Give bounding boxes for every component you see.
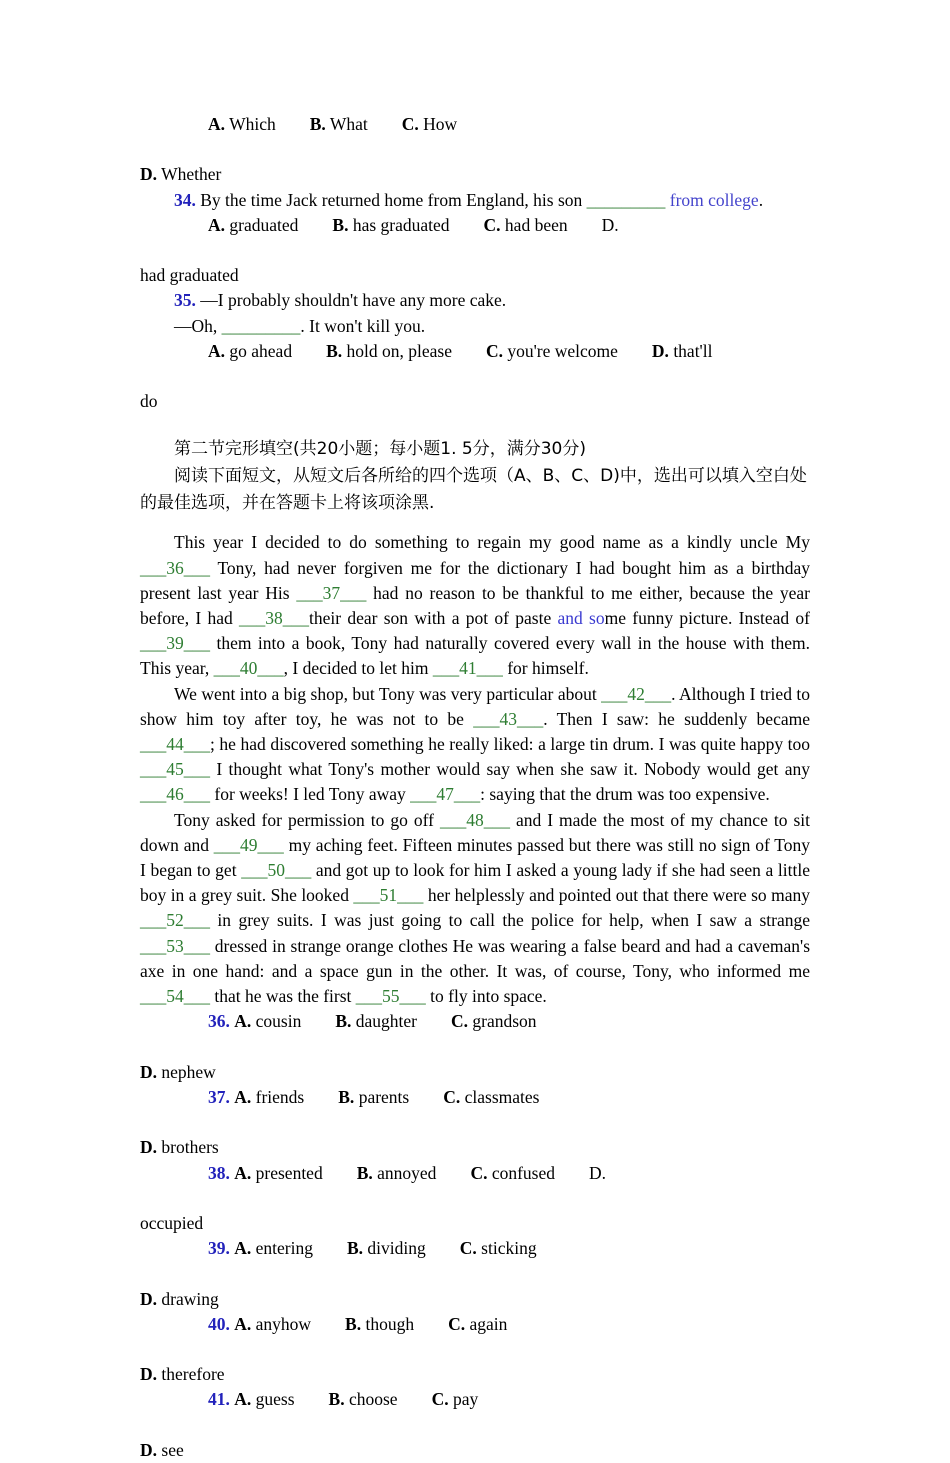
q36-option-c-text: grandson	[472, 1011, 537, 1032]
q41-option-d-letter: D.	[140, 1439, 158, 1460]
p2-seg5: I thought what Tony's mother would say when she saw it. Nobody would get any	[210, 759, 810, 780]
q40-option-a-letter: A.	[234, 1313, 252, 1334]
q36-option-a-letter: A.	[234, 1011, 252, 1032]
p3-seg4: and got up to look for him I asked a young lady if she had seen a little boy in a grey suit. She looked	[140, 860, 810, 906]
q36-option-d[interactable]	[140, 1060, 810, 1085]
p2-seg2: . Although I tried to show him toy after toy, he was not to be	[140, 683, 811, 729]
q34-stem-before: By the time Jack returned home from England, his son	[200, 189, 583, 210]
q36-option-c-letter: C.	[451, 1011, 469, 1032]
q37-number-and-option-a[interactable]	[174, 1085, 304, 1110]
q38-option-c[interactable]	[436, 1161, 555, 1186]
q37-option-d-text: brothers	[161, 1137, 219, 1158]
blank-49[interactable]: ___49___	[213, 834, 284, 855]
q40-option-b-letter: B.	[345, 1313, 362, 1334]
q33-option-d-text: Whether	[161, 164, 222, 185]
q40-option-b-text: though	[365, 1313, 415, 1334]
blank-42[interactable]: ___42___	[601, 683, 672, 704]
q38-option-b-letter: B.	[356, 1162, 373, 1183]
q40-number: 40.	[208, 1313, 230, 1334]
q35-line1-text: —I probably shouldn't have any more cake.	[200, 290, 507, 311]
q34-option-a[interactable]	[174, 213, 298, 238]
q41-option-c[interactable]	[398, 1387, 479, 1412]
q41-option-a-letter: A.	[234, 1389, 252, 1410]
blank-37[interactable]: ___37___	[296, 582, 367, 603]
q40-option-a-text: anyhow	[255, 1313, 312, 1334]
q37-option-a-letter: A.	[234, 1086, 252, 1107]
q38-option-a-text: presented	[255, 1162, 323, 1183]
q39-option-c-letter: C.	[459, 1238, 477, 1259]
q35-option-c-letter: C.	[485, 340, 503, 361]
blank-51[interactable]: ___51___	[353, 885, 424, 906]
q35-option-c-text: you're welcome	[507, 340, 618, 361]
cloze-options-41	[140, 1387, 810, 1463]
q34-option-d-text: had graduated	[140, 265, 239, 286]
q35-option-a-text: go ahead	[229, 340, 293, 361]
passage-paragraph-2	[140, 682, 810, 808]
passage-paragraph-3	[140, 808, 810, 1010]
q35-number: 35.	[174, 290, 196, 311]
q36-option-b-letter: B.	[335, 1011, 352, 1032]
q36-option-a-text: cousin	[255, 1011, 302, 1032]
cloze-options-40	[140, 1312, 810, 1388]
q33-option-a-text: Which	[229, 114, 276, 134]
q35-option-d-partial: that'll	[673, 340, 713, 361]
q35-option-d-wrap[interactable]	[140, 389, 810, 414]
q37-option-c-letter: C.	[443, 1086, 461, 1107]
q41-number-and-option-a[interactable]	[174, 1387, 295, 1412]
passage-spacer	[140, 517, 810, 530]
q41-option-b-letter: B.	[328, 1389, 345, 1410]
q37-option-d-letter: D.	[140, 1137, 158, 1158]
q40-options-row	[140, 1312, 810, 1362]
q36-option-c[interactable]	[417, 1009, 537, 1034]
p3-seg3: my aching feet. Fifteen minutes passed but there was still no sign of Tony I began to get	[140, 834, 810, 881]
q37-option-c-text: classmates	[464, 1086, 540, 1107]
q33-option-a-letter: A.	[208, 114, 226, 134]
q38-option-d-text-wrap[interactable]	[140, 1211, 810, 1236]
q38-options-row	[140, 1161, 810, 1211]
q34-stem	[140, 188, 810, 213]
q40-option-d-text: therefore	[161, 1364, 225, 1385]
blank-55[interactable]: ___55___	[355, 986, 426, 1007]
q33-option-b[interactable]	[276, 112, 368, 137]
q36-option-d-letter: D.	[140, 1061, 158, 1082]
q35-stem-line1	[140, 288, 810, 313]
q38-option-b-text: annoyed	[377, 1162, 437, 1183]
q41-option-b-text: choose	[348, 1389, 398, 1410]
blank-50[interactable]: ___50___	[241, 860, 312, 881]
q40-number-and-option-a[interactable]	[174, 1312, 311, 1337]
blank-45[interactable]: ___45___	[140, 759, 210, 780]
p2-seg6: for weeks! I led Tony away	[210, 784, 411, 805]
p3-seg8: that he was the first	[210, 986, 356, 1007]
q34-option-b-text: has graduated	[352, 214, 450, 235]
p1-seg3: had no reason to be thankful to me either, because the year before, I had	[140, 582, 811, 629]
cloze-options-38	[140, 1161, 810, 1237]
blank-54[interactable]: ___54___	[140, 986, 210, 1007]
q33-option-c[interactable]	[368, 112, 457, 137]
q37-option-d[interactable]	[140, 1135, 810, 1160]
q34-option-d-letter[interactable]: D.	[601, 214, 619, 235]
p3-seg2: and I made the most of my chance to sit down and	[140, 809, 810, 855]
q37-option-c[interactable]	[409, 1085, 539, 1110]
blank-48[interactable]: ___48___	[439, 809, 510, 830]
passage-paragraph-1	[140, 530, 810, 681]
q39-option-c-text: sticking	[481, 1238, 537, 1259]
q41-options-row	[140, 1387, 810, 1437]
blank-40[interactable]: ___40___	[213, 658, 284, 679]
q35-option-d-text-rest: do	[140, 391, 158, 412]
p1-blue-run: and so	[557, 608, 605, 629]
q35-line2-after: . It won't kill you.	[300, 315, 426, 336]
section-instruction-line1: 阅读下面短文，从短文后各所给的四个选项（A、B、C、D)中，选出可以填入空白处	[174, 466, 807, 487]
q37-option-a-text: friends	[255, 1086, 305, 1107]
blank-41[interactable]: ___41___	[432, 658, 503, 679]
section-heading: 第二节完形填空(共20小题；每小题1. 5分，满分30分)	[174, 439, 586, 460]
q40-option-d-letter: D.	[140, 1364, 158, 1385]
q40-option-c-letter: C.	[448, 1313, 466, 1334]
q39-option-a-letter: A.	[234, 1238, 252, 1259]
q38-option-b[interactable]	[323, 1161, 437, 1186]
q34-option-d-text-wrap[interactable]	[140, 263, 810, 288]
q39-options-row	[140, 1236, 810, 1286]
q38-option-c-letter: C.	[470, 1162, 488, 1183]
q37-number: 37.	[208, 1086, 230, 1107]
q34-stem-after: from college	[669, 189, 759, 210]
q33-option-c-text: How	[423, 114, 458, 134]
blank-47[interactable]: ___47___	[410, 784, 481, 805]
q37-option-b-letter: B.	[338, 1086, 355, 1107]
q34-option-c[interactable]	[450, 213, 568, 238]
section-instruction-line2: 的最佳选项，并在答题卡上将该项涂黑.	[140, 493, 435, 514]
q39-number-and-option-a[interactable]	[174, 1236, 313, 1261]
blank-43[interactable]: ___43___	[473, 708, 544, 729]
q41-option-d[interactable]	[140, 1438, 810, 1463]
q38-option-d-text: occupied	[140, 1212, 204, 1233]
q34-options-row	[140, 213, 810, 263]
q35-option-a[interactable]	[174, 339, 292, 364]
q39-option-a-text: entering	[255, 1238, 313, 1259]
cloze-options-37	[140, 1085, 810, 1161]
page-content	[140, 112, 810, 1463]
q41-option-b[interactable]	[295, 1387, 398, 1412]
q35-option-b[interactable]	[292, 339, 452, 364]
q40-option-c-text: again	[469, 1313, 508, 1334]
q33-option-d-letter: D.	[140, 164, 158, 185]
q35-option-a-letter: A.	[208, 340, 226, 361]
p3-seg7: dressed in strange orange clothes He was wearing a false beard and had a caveman's axe in one hand: and a space gun in the other. It was, of course, Tony, who informed me	[140, 935, 810, 981]
q39-number: 39.	[208, 1238, 230, 1259]
p3-seg9: to fly into space.	[425, 986, 547, 1007]
q35-options-row	[140, 339, 810, 389]
q38-number-and-option-a[interactable]	[174, 1161, 323, 1186]
q37-option-b-text: parents	[358, 1086, 410, 1107]
blank-39[interactable]: ___39___	[140, 633, 210, 654]
q33-option-c-letter: C.	[401, 114, 419, 134]
blank-44[interactable]: ___44___	[140, 734, 210, 755]
q34-option-b-letter: B.	[332, 214, 349, 235]
q38-option-c-text: confused	[491, 1162, 556, 1183]
p1-seg8: for himself.	[502, 658, 589, 679]
q34-option-c-letter: C.	[483, 214, 501, 235]
q35-stem-line2	[140, 314, 810, 339]
q39-option-b-text: dividing	[367, 1238, 426, 1259]
p2-seg7: : saying that the drum was too expensive.	[480, 784, 770, 805]
blank-53[interactable]: ___53___	[140, 935, 210, 956]
q41-option-a-text: guess	[255, 1389, 295, 1410]
q36-option-d-text: nephew	[161, 1061, 216, 1082]
q34-option-a-letter: A.	[208, 214, 226, 235]
p1-seg2: Tony, had never forgiven me for the dictionary I had bought him as a birthday present last year His	[140, 557, 810, 603]
q41-option-d-text: see	[161, 1439, 184, 1460]
q38-option-d-letter[interactable]: D.	[589, 1162, 607, 1183]
p1-seg5: me funny picture. Instead of	[604, 608, 810, 629]
p1-seg7: , I decided to let him	[283, 658, 433, 679]
q35-option-d-letter: D.	[651, 340, 669, 361]
q37-options-row	[140, 1085, 810, 1135]
q41-option-c-letter: C.	[431, 1389, 449, 1410]
q34-option-b[interactable]	[298, 213, 449, 238]
p1-seg4: their dear son with a pot of paste	[309, 608, 558, 629]
q35-line2-blank[interactable]: _________	[221, 315, 301, 336]
p2-seg4: ; he had discovered something he really liked: a large tin drum. I was quite happy too	[210, 734, 810, 755]
q36-option-b[interactable]	[301, 1009, 417, 1034]
p2-seg1: We went into a big shop, but Tony was very particular about	[174, 683, 602, 704]
q36-options-row	[140, 1009, 810, 1059]
q37-option-b[interactable]	[304, 1085, 409, 1110]
section-spacer	[140, 414, 810, 436]
p3-seg6: in grey suits. I was just going to call the police for help, when I saw a strange	[210, 910, 810, 931]
q33-option-d[interactable]	[140, 162, 810, 187]
q41-option-c-text: pay	[452, 1389, 479, 1410]
q33-option-b-text: What	[329, 114, 368, 134]
q35-option-c[interactable]	[452, 339, 618, 364]
q33-option-a[interactable]	[174, 112, 276, 137]
q34-option-c-text: had been	[504, 214, 568, 235]
q35-line2-before: —Oh,	[174, 315, 218, 336]
q38-option-a-letter: A.	[234, 1162, 252, 1183]
p3-seg5: her helplessly and pointed out that there were so many	[423, 885, 810, 906]
q36-number-and-option-a[interactable]	[174, 1009, 301, 1034]
q35-option-b-text: hold on, please	[346, 340, 452, 361]
q36-option-b-text: daughter	[355, 1011, 418, 1032]
blank-46[interactable]: ___46___	[140, 784, 210, 805]
q34-option-a-text: graduated	[229, 214, 299, 235]
q39-option-b-letter: B.	[346, 1238, 364, 1259]
blank-36[interactable]: ___36___	[140, 557, 210, 578]
cloze-options-36	[140, 1009, 810, 1085]
q34-stem-end: .	[758, 189, 764, 210]
q40-option-c[interactable]	[414, 1312, 507, 1337]
q35-option-d[interactable]	[618, 339, 713, 364]
q39-option-d[interactable]	[140, 1287, 810, 1312]
q41-number: 41.	[208, 1389, 230, 1410]
q33-options-row	[140, 112, 810, 162]
q34-stem-blank[interactable]: _________	[586, 189, 666, 210]
q38-number: 38.	[208, 1162, 230, 1183]
q40-option-b[interactable]	[311, 1312, 414, 1337]
q39-option-b[interactable]	[313, 1236, 426, 1261]
q36-number: 36.	[208, 1011, 230, 1032]
p1-seg6: them into a book, Tony had naturally covered every wall in the house with them. This year,	[140, 633, 810, 679]
blank-52[interactable]: ___52___	[140, 910, 210, 931]
q34-number: 34.	[174, 189, 196, 210]
p2-seg3: . Then I saw: he suddenly became	[543, 708, 810, 729]
q39-option-d-letter: D.	[140, 1288, 158, 1309]
blank-38[interactable]: ___38___	[239, 608, 309, 629]
q40-option-d[interactable]	[140, 1362, 810, 1387]
p1-seg1: This year I decided to do something to regain my good name as a kindly uncle My	[174, 532, 810, 553]
cloze-options-39	[140, 1236, 810, 1312]
q39-option-c[interactable]	[426, 1236, 537, 1261]
q33-option-b-letter: B.	[309, 114, 326, 134]
p3-seg1: Tony asked for permission to go off	[174, 809, 440, 830]
q39-option-d-text: drawing	[161, 1288, 219, 1309]
q35-option-b-letter: B.	[326, 340, 343, 361]
